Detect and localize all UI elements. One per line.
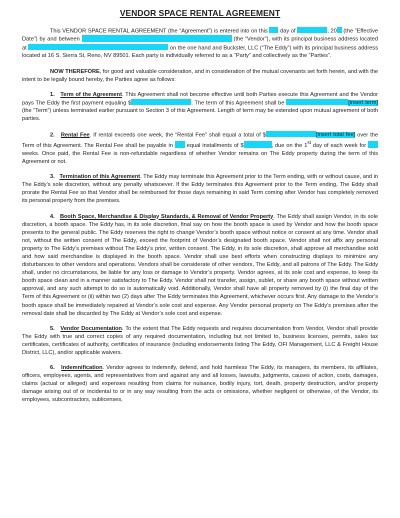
section-3-heading: Termination of this Agreement [59, 174, 141, 181]
weeks-blank [368, 141, 378, 147]
section-2-text-f: weeks. Once paid, the Rental Fee is non-refundable regardless of whether Vendor remains on The Eddy property during the term of this Agreement or not. [22, 150, 378, 166]
insert-total-fee-field: [insert total fee] [315, 131, 356, 138]
section-2-text-b: over the Term of this Agreement. The Rental Fee shall be payable in [22, 131, 378, 149]
document-title: VENDOR SPACE RENTAL AGREEMENT [119, 8, 281, 18]
section-termination [22, 173, 378, 205]
section-5-heading: Vendor Documentation [60, 325, 122, 332]
section-2-number: 2. [50, 131, 55, 138]
section-booth-space [22, 213, 378, 318]
section-2-text-c: equal installments of $ [184, 142, 244, 149]
intro-paragraph [22, 27, 378, 61]
section-3-text: . The Eddy may terminate this Agreement prior to the Term ending, with or without cause, and in The Eddy’s sole discretion, without any penalty whatsoever. If the Eddy terminates this Agreement prior to the Term ending, The Eddy shall prorate the Rental Fee so that Vendor shall be reimbursed for those days remaining in said Term coming after Vendor has completely removed its personal property from the premises. [22, 174, 379, 205]
section-6-heading: Indemnification [61, 365, 103, 372]
section-4-number: 4. [50, 213, 55, 220]
section-4-text: . The Eddy shall assign Vendor, in its sole discretion, a booth space. The Eddy has, in its sole discretion, final say on how the booth space is used by Vendor and how the booth space presents to the general public. The Eddy reserves the right to change Vendor’s booth space without notice or consent at any time. Vendor shall not, without the written consent of The Eddy, exceed the footprint of Vendor’s designated booth space. Vendor shall not affix any personal property to The Eddy’s premises without The Eddy’s prior, written consent. The Eddy, in its sole discretion, shall approve all merchandise sold and how said merchandise is displayed in the booth space. Vendor shall use best efforts when constructing displays to minimize any disturbances to other vendors and operations. Vendors shall be considerate of other vendors, The Eddy, and all patrons of The Eddy. The Eddy shall, under no circumstances, be liable for any loss or damage to Vendor’s property. Vendor agrees, at its sole cost and expense, to keep its booth space clean and in a manner satisfactory to The Eddy. Vendor shall not transfer, assign, sublet, or share any booth space without written approval, and any such attempt to do so is automatically void. Additionally, Vendor shall have all property removed by (i) the final day of the Term of this Agreement or (ii) within two (2) days after The Eddy terminates this Agreement, whichever occurs first. Any damage to the Vendor’s booth space shall be immediately repaired at Vendor’s sole cost and expense. Any Vendor personal property on The Eddy’s premises after the removal date shall be discarded by The Eddy at Vendor’s sole cost and expense. [22, 213, 378, 317]
installment-amount-blank [244, 141, 272, 147]
intro-text-6: on the one hand and Buckster, LLC (“The Eddy”) with its principal business address located at 16 S. Sierra St, Reno, NV 89501. Each party is individually referred to as a “Party” and collectively as the “Parties”. [22, 45, 378, 60]
intro-text-5: (the “Vendor”), with its principal business address located at [22, 36, 378, 52]
section-1-text-b: . The term of this Agreement shall be [191, 100, 285, 107]
section-1-number: 1. [50, 91, 55, 98]
month-blank [297, 27, 327, 33]
intro-text-3: , 20 [327, 28, 337, 35]
section-3-number: 3. [50, 174, 55, 181]
section-term [22, 91, 378, 124]
section-2-heading: Rental Fee [60, 131, 90, 138]
whereas-text: , for good and valuable consideration, and in consideration of the mutual covenants set forth herein, and with the intent to be legally bound hereby, the Parties agree as follows: [22, 68, 378, 83]
ordinal-suffix: st [307, 139, 311, 145]
intro-text-2: day of [280, 28, 296, 35]
intro-text-1: This VENDOR SPACE RENTAL AGREEMENT (the “Agreement”) is entered into on this [50, 28, 268, 35]
insert-term-field: [insert term] [348, 100, 378, 107]
section-2-text-a: . If rental exceeds one week, the “Rental Fee” shall equal a total of $ [89, 131, 266, 138]
section-indemnification [22, 364, 378, 404]
section-1-text-a: . This Agreement shall not become effective until both Parties execute this Agreement and the Vendor pays The Eddy the first payment equaling $ [22, 91, 378, 107]
first-payment-blank [131, 99, 191, 105]
total-fee-blank [266, 131, 316, 137]
whereas-lead: NOW THEREFORE [50, 68, 100, 75]
whereas-paragraph [22, 68, 378, 84]
term-blank [286, 99, 348, 105]
intro-text-4: (the “Effective Date”) by and between [22, 28, 378, 43]
section-rental-fee [22, 131, 378, 167]
vendor-address-blank [28, 44, 168, 50]
section-6-text: . Vendor agrees to indemnify, defend, and hold harmless The Eddy, its managers, its members, its affiliates, officers, employees, agents, and representatives from and against any and all losses, lawsuits, judgments, causes of action, costs, damages, claims (actual or alleged) and expenses resulting from claims for nuisance, bodily injury, tort, death, property destruction, and/or property damage arising out of or incidental to or in any way resulting from the acts or omissions, whether negligent or otherwise, of the Vendor, its employees, subcontractors, sublicenses, [22, 365, 378, 404]
section-6-number: 6. [50, 365, 55, 372]
section-2-text-d: , due on the 1 [271, 142, 308, 149]
section-4-heading: Booth Space, Merchandise & Display Standards, & Removal of Vendor Property [59, 213, 274, 220]
installments-count-blank [175, 141, 185, 147]
section-2-text-e: day of each week for [310, 142, 367, 149]
section-documentation [22, 325, 378, 357]
vendor-name-blank [82, 35, 232, 41]
section-1-heading: Term of the Agreement [60, 91, 122, 98]
section-1-text-c: (the “Term”) unless terminated earlier pursuant to Section 3 of this Agreement. Length of term may be extended upon mutual agreement of both parties. [22, 108, 378, 123]
section-5-text: . To the extent that The Eddy requests and requires documentation from Vendor, Vendor shall provide The Eddy with true and correct copies of any required documentation, including but not limited to, business licenses, permits, sales tax certificates, certificates of authority, certificates of insurance (including endorsements listing The Eddy, OFI Management, LLC & Freight House District, LLC), and/or applicable waivers. [22, 325, 378, 356]
year-blank [337, 27, 342, 33]
day-blank [269, 27, 278, 33]
section-5-number: 5. [50, 325, 55, 332]
